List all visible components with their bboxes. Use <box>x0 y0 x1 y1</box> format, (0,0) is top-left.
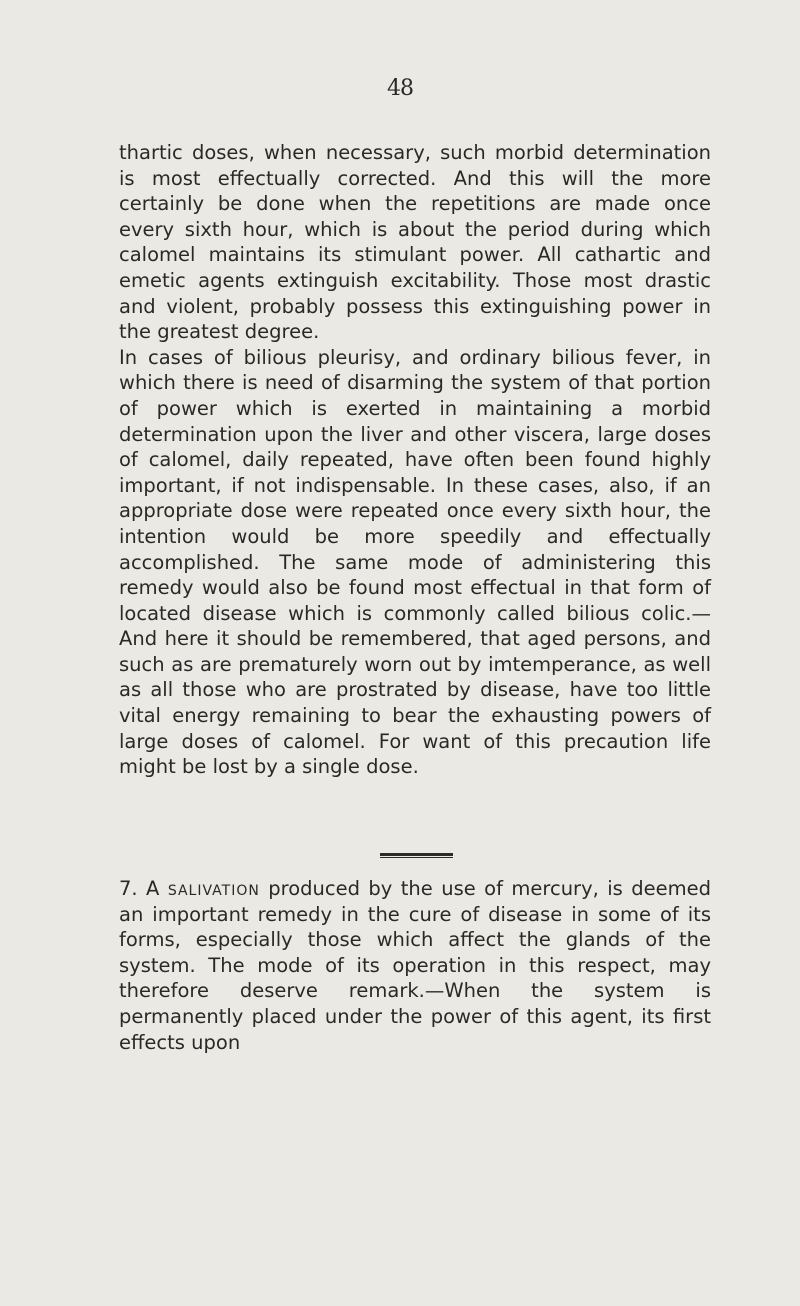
paragraph-salivation-text: produced by the use of mercury, is deemed an important remedy in the cure of disease in some of its forms, especially those which affect the glands of the system. The mode of its operation in this respect, may therefore deserve remark.—When the system is permanently placed under the power of this agent, its first effects upon <box>119 877 711 1054</box>
text-section-bottom <box>119 876 711 1055</box>
section-number: 7. A <box>119 877 160 900</box>
paragraph-salivation <box>119 876 711 1055</box>
section-separator <box>380 853 453 858</box>
text-section-top <box>119 140 711 780</box>
paragraph-continuation: thartic doses, when necessary, such morbid determination is most effectually corrected. And this will the more certainly be done when the repetitions are made once every sixth hour, which is about the period during which calomel maintains its stimulant power. All cathartic and emetic agents extinguish excitability. Those most drastic and violent, probably possess this extinguishing power in the greatest degree. <box>119 141 711 344</box>
paragraph-bilious-pleurisy: In cases of bilious pleurisy, and ordinary bilious fever, in which there is need of disarming the system of that portion of power which is exerted in maintaining a morbid determination upon the liver and other viscera, large doses of calomel, daily repeated, have often been found highly important, if not indispensable. In these cases, also, if an appropriate dose were repeated once every sixth hour, the intention would be more speedily and effectually accomplished. The same mode of administering this remedy would also be found most effectual in that form of located disease which is commonly called bilious colic.—And here it should be remembered, that aged persons, and such as are prematurely worn out by imtemperance, as well as all those who are prostrated by disease, have too little vital energy remaining to bear the exhausting powers of large doses of calomel. For want of this precaution life might be lost by a single dose. <box>119 345 711 779</box>
section-term: salivation <box>167 877 260 900</box>
page-number: 48 <box>387 76 413 101</box>
